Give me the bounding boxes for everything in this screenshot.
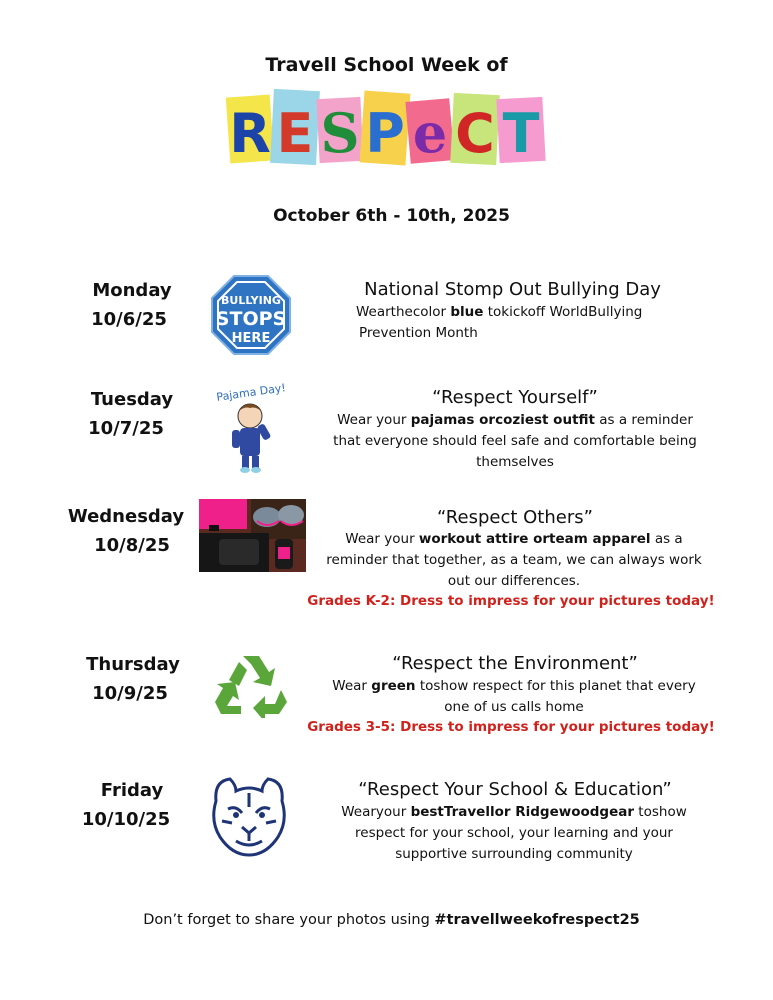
desc-friday: Wearyour bestTravellor Ridgewoodgear toshow respect for your school, your learning and your supportive surrounding community [341, 804, 687, 862]
day-tuesday [72, 385, 192, 443]
theme-wednesday: “Respect Others” [437, 507, 593, 528]
page-title: Travell School Week of [265, 54, 508, 76]
day-friday [72, 776, 192, 834]
tiger-mascot-icon [206, 771, 292, 857]
day-name: Tuesday [90, 389, 174, 410]
day-date: 10/8/25 [94, 535, 170, 556]
desc-tuesday: Wear your pajamas orcoziest outfit as a reminder that everyone should feel safe and comfortable being themselves [333, 412, 697, 470]
grades-35-note: Grades 3-5: Dress to impress for your pictures today! [307, 719, 715, 735]
logo-letter-e: E [276, 102, 314, 165]
logo-letter-r: R [229, 102, 271, 165]
day-thursday [72, 650, 192, 708]
recycle-icon [213, 652, 289, 718]
day-date: 10/6/25 [91, 309, 167, 330]
desc-monday: Wearthecolor blue tokickoff WorldBullying Prevention Month [356, 304, 643, 341]
theme-tuesday: “Respect Yourself” [432, 387, 598, 408]
respect-logo [222, 86, 552, 176]
svg-text:Pajama Day!: Pajama Day! [215, 381, 287, 404]
theme-thursday: “Respect the Environment” [392, 653, 638, 674]
svg-text:BULLYING: BULLYING [221, 294, 281, 307]
theme-friday: “Respect Your School & Education” [358, 779, 672, 800]
day-wednesday [67, 502, 192, 560]
logo-letter-t: T [502, 102, 540, 165]
day-name: Monday [92, 280, 172, 301]
svg-text:HERE: HERE [231, 331, 271, 346]
event-dates: October 6th - 10th, 2025 [273, 206, 510, 226]
grades-k2-note: Grades K-2: Dress to impress for your pictures today! [307, 593, 715, 609]
logo-letter-e2: e [412, 101, 448, 165]
footer-hashtag[interactable]: #travellweekofrespect25 [434, 912, 640, 928]
day-name: Wednesday [67, 506, 185, 527]
day-monday [72, 276, 192, 334]
day-date: 10/9/25 [92, 683, 168, 704]
logo-letter-c: C [455, 102, 495, 165]
day-date: 10/10/25 [81, 809, 171, 830]
theme-monday: National Stomp Out Bullying Day [364, 279, 661, 300]
workout-gear-photo [199, 499, 306, 572]
logo-letter-s: S [320, 101, 360, 165]
pajama-kid-icon [206, 378, 296, 474]
logo-letter-p: P [365, 102, 405, 165]
day-name: Thursday [86, 654, 180, 675]
svg-text:STOPS: STOPS [215, 308, 287, 330]
day-date: 10/7/25 [88, 418, 164, 439]
stop-sign-icon [210, 274, 292, 356]
day-name: Friday [100, 780, 164, 801]
desc-wednesday: Wear your workout attire orteam apparel as a reminder that together, as a team, we can always work out our differences. [326, 531, 702, 589]
footer-note: Don’t forget to share your photos using #travellweekofrespect25 [143, 912, 640, 928]
desc-thursday: Wear green toshow respect for this planet that every one of us calls home [332, 678, 696, 715]
